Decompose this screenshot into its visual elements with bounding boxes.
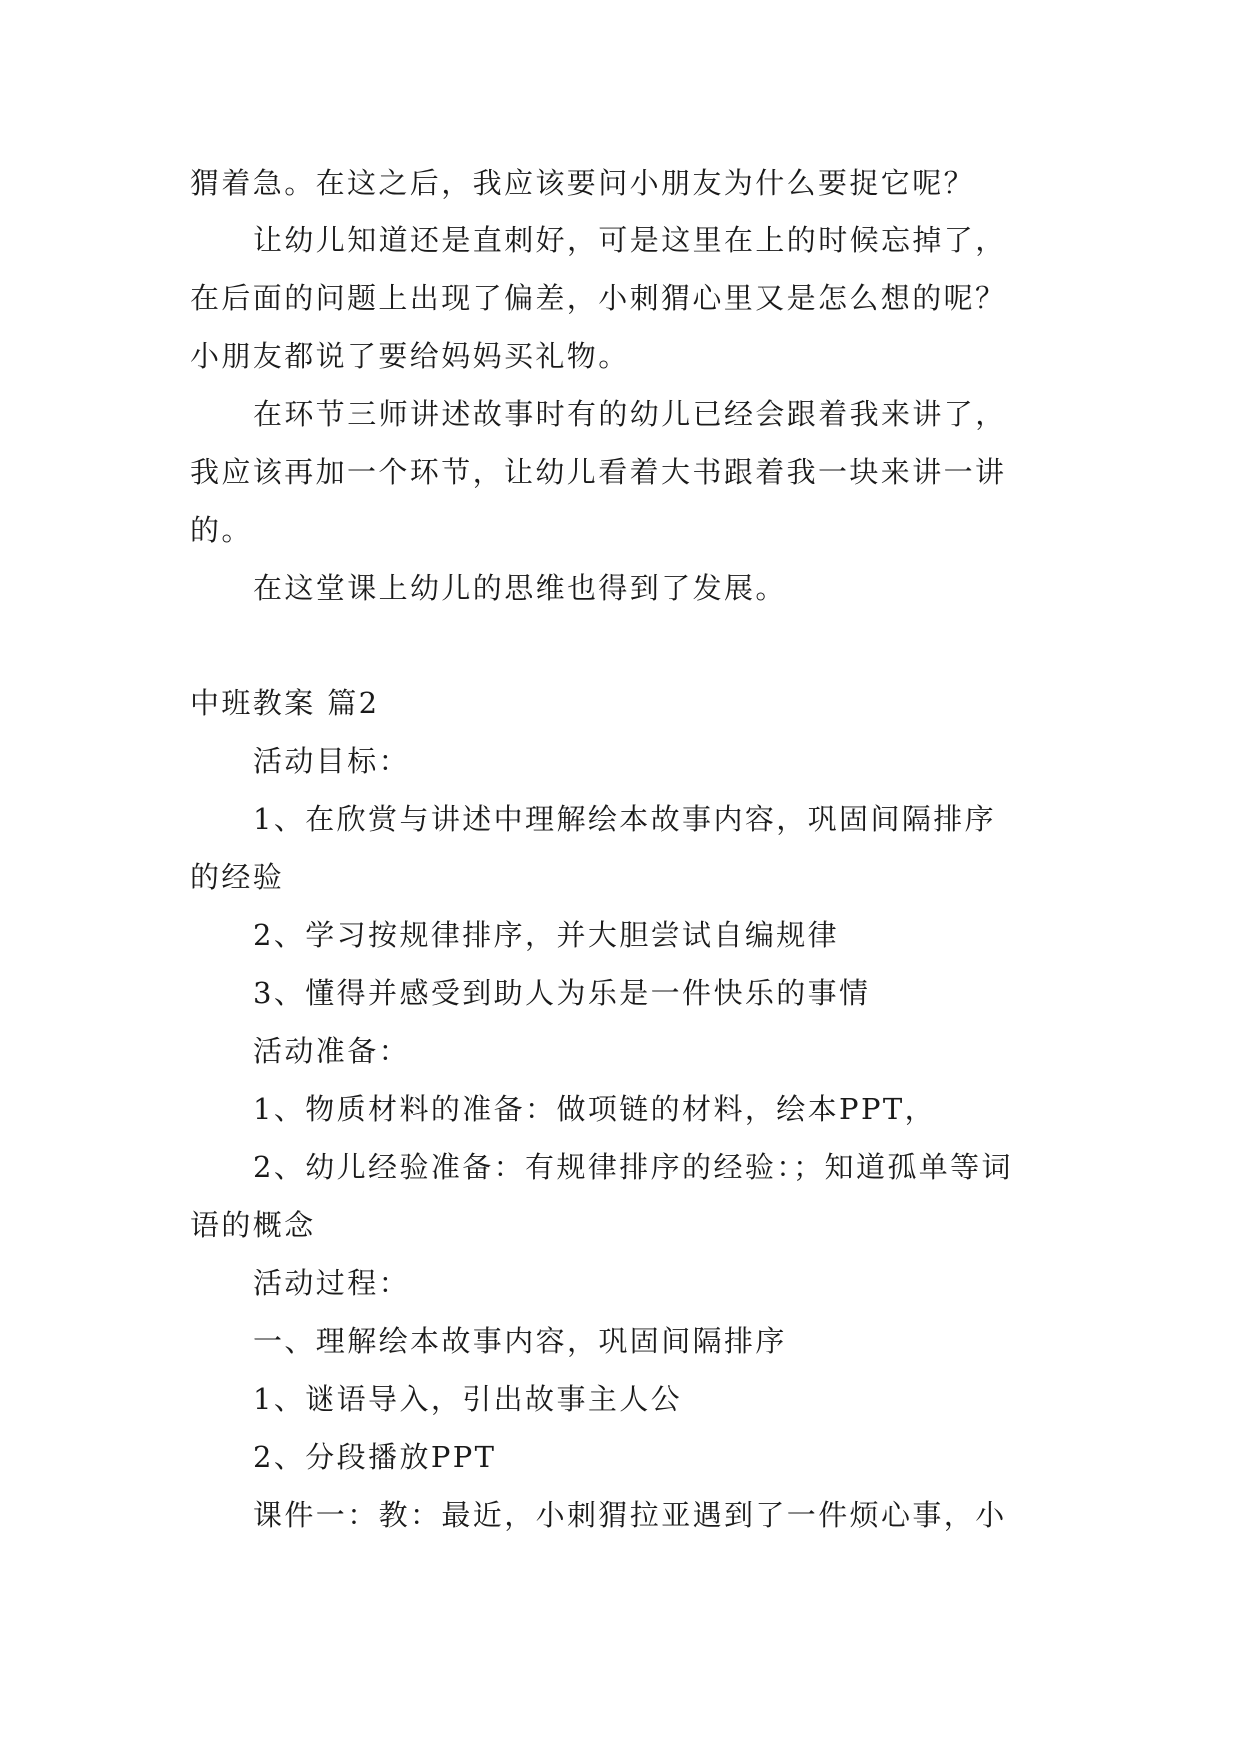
text-line: 活动目标： xyxy=(253,744,411,778)
text-line: 一、理解绘本故事内容，巩固间隔排序 xyxy=(253,1324,787,1358)
text-line: 我应该再加一个环节，让幼儿看着大书跟着我一块来讲一讲 xyxy=(190,455,1007,489)
text-line: 在环节三师讲述故事时有的幼儿已经会跟着我来讲了， xyxy=(253,397,1007,431)
text-line: 让幼儿知道还是直刺好，可是这里在上的时候忘掉了， xyxy=(253,223,1007,257)
text-line: 2、分段播放PPT xyxy=(253,1440,497,1474)
text-line: 在后面的问题上出现了偏差，小刺猬心里又是怎么想的呢？ xyxy=(190,281,1007,315)
text-line: 小朋友都说了要给妈妈买礼物。 xyxy=(190,339,630,373)
text-line: 2、幼儿经验准备：有规律排序的经验：；知道孤单等词 xyxy=(253,1150,1013,1184)
text-line: 2、学习按规律排序，并大胆尝试自编规律 xyxy=(253,918,840,952)
text-line: 语的概念 xyxy=(190,1208,316,1242)
text-line: 课件一：教：最近，小刺猬拉亚遇到了一件烦心事，小 xyxy=(253,1498,1007,1532)
text-line: 1、物质材料的准备：做项链的材料，绘本PPT， xyxy=(253,1092,937,1126)
text-line: 的经验 xyxy=(190,860,285,894)
text-line: 的。 xyxy=(190,513,253,547)
section-heading: 中班教案 篇2 xyxy=(190,686,380,720)
text-line: 1、在欣赏与讲述中理解绘本故事内容，巩固间隔排序 xyxy=(253,802,997,836)
text-line: 3、懂得并感受到助人为乐是一件快乐的事情 xyxy=(253,976,871,1010)
text-line: 猬着急。在这之后，我应该要问小朋友为什么要捉它呢？ xyxy=(190,166,976,200)
text-line: 在这堂课上幼儿的思维也得到了发展。 xyxy=(253,571,787,605)
text-line: 活动过程： xyxy=(253,1266,411,1300)
text-line: 1、谜语导入，引出故事主人公 xyxy=(253,1382,683,1416)
text-line: 活动准备： xyxy=(253,1034,411,1068)
